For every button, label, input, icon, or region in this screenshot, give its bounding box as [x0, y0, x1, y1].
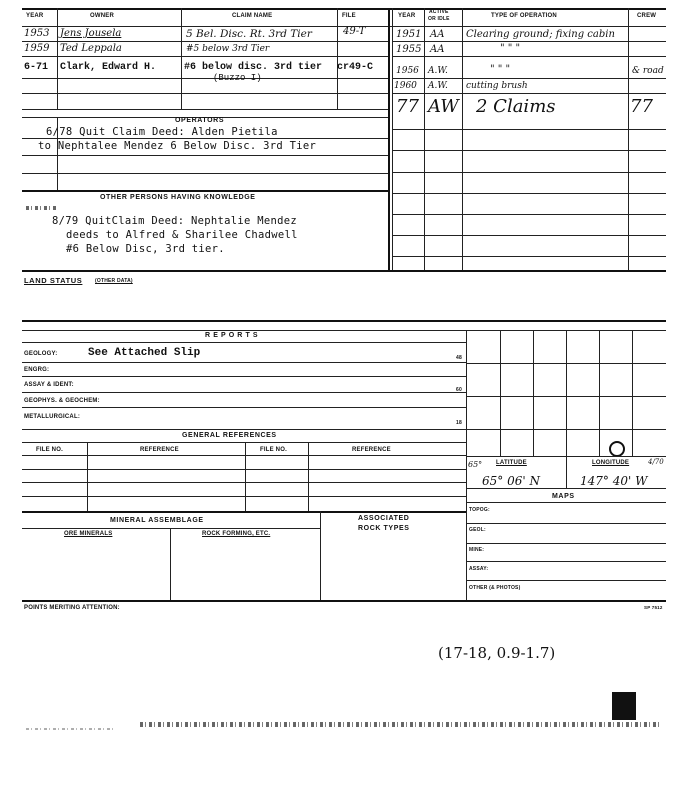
- ref-col-file-no-2: FILE NO.: [260, 447, 287, 453]
- row-line: [22, 407, 466, 408]
- maps-other: OTHER (& PHOTOS): [469, 585, 521, 591]
- row-line: [22, 56, 388, 57]
- reports-title: R E P O R T S: [205, 332, 259, 339]
- row-line: [22, 482, 466, 483]
- section-line: [22, 511, 466, 513]
- file-header: FILE: [342, 13, 356, 19]
- form-number: SP 7512: [644, 605, 663, 610]
- op-row-3-type: " " ": [490, 64, 511, 75]
- row-line: [466, 502, 666, 503]
- reports-num-60: 60: [456, 387, 462, 393]
- row-line: [22, 496, 466, 497]
- row-line: [22, 155, 388, 156]
- footer-line: [22, 600, 666, 602]
- owner-row-2-owner: Ted Leppala: [60, 43, 122, 54]
- row-line: [466, 523, 666, 524]
- general-references-title: GENERAL REFERENCES: [182, 432, 277, 439]
- row-line: [466, 561, 666, 562]
- location-marker-icon: [609, 441, 625, 457]
- row-line: [392, 56, 666, 57]
- deg-prefix: 65°: [468, 460, 483, 469]
- row-line: [22, 376, 466, 377]
- right-panel-border: [466, 330, 467, 600]
- op-row-5-status: AW: [428, 96, 459, 117]
- other-persons-line-2: deeds to Alfred & Sharilee Chadwell: [66, 229, 298, 241]
- other-persons-top-line: [22, 190, 388, 192]
- scan-blot: [612, 692, 636, 720]
- operators-label: OPERATORS: [175, 117, 225, 124]
- col-line: [170, 528, 171, 600]
- op-row-2-type: " " ": [500, 43, 521, 54]
- section-line: [22, 270, 666, 272]
- op-row-3-year: 1956: [396, 66, 419, 76]
- row-line: [466, 580, 666, 581]
- land-status-label: LAND STATUS: [24, 276, 83, 285]
- row-line: [22, 342, 466, 343]
- row-line: [392, 41, 666, 42]
- op-row-5-year: 77: [396, 96, 419, 117]
- engrg-label: ENGRG:: [24, 367, 50, 373]
- row-line: [22, 173, 388, 174]
- row-line: [392, 214, 666, 215]
- latitude-label: LATITUDE: [496, 460, 527, 466]
- mineral-assemblage-title: MINERAL ASSEMBLAGE: [110, 517, 204, 524]
- ref-col-reference-1: REFERENCE: [140, 447, 179, 453]
- grid-line: [599, 330, 600, 456]
- grid-line: [500, 330, 501, 456]
- longitude-note: 4/70: [648, 458, 664, 466]
- map-reference-note: (17-18, 0.9-1.7): [438, 644, 556, 662]
- owner-row-3-owner: Clark, Edward H.: [60, 62, 157, 73]
- grid-line: [466, 363, 666, 364]
- row-line: [22, 109, 388, 110]
- grid-line: [466, 429, 666, 430]
- col-line: [462, 8, 463, 270]
- grid-line: [566, 330, 567, 456]
- col-line: [245, 442, 246, 511]
- col-line: [628, 8, 629, 270]
- section-line: [22, 320, 666, 322]
- op-row-2-status: AA: [430, 44, 445, 55]
- row-line: [392, 172, 666, 173]
- row-line: [392, 150, 666, 151]
- top-border: [22, 8, 666, 10]
- op-row-3-status: A.W.: [428, 66, 448, 76]
- row-line: [22, 469, 466, 470]
- row-line: [392, 129, 666, 130]
- col-line: [87, 442, 88, 511]
- other-persons-line-1: 8/79 QuitClaim Deed: Nephtalie Mendez: [52, 215, 297, 227]
- owner-row-3-file: cr49-C: [337, 62, 374, 73]
- maps-title: MAPS: [552, 493, 575, 500]
- latitude-value: 65° 06' N: [482, 474, 540, 488]
- row-line: [392, 193, 666, 194]
- col-line: [308, 442, 309, 511]
- reports-top-line: [22, 330, 666, 331]
- geology-label: GEOLOGY:: [24, 351, 58, 357]
- owner-row-1-claim: 5 Bel. Disc. Rt. 3rd Tier: [186, 28, 312, 40]
- op-row-5-type: 2 Claims: [476, 96, 556, 117]
- other-persons-label: OTHER PERSONS HAVING KNOWLEDGE: [100, 194, 256, 201]
- operators-line-2: to Nephtalee Mendez 6 Below Disc. 3rd Tier: [38, 140, 317, 152]
- op-row-4-year: 1960: [394, 81, 417, 91]
- scan-speckle: [26, 206, 56, 210]
- op-row-1-type: Clearing ground; fixing cabin: [466, 29, 615, 40]
- row-line: [392, 78, 666, 79]
- row-line: [392, 256, 666, 257]
- ref-col-file-no-1: FILE NO.: [36, 447, 63, 453]
- op-row-2-year: 1955: [396, 44, 422, 55]
- maps-geol: GEOL:: [469, 527, 486, 533]
- rock-forming-label: ROCK FORMING, ETC.: [202, 531, 271, 537]
- geophys-label: GEOPHYS. & GEOCHEM:: [24, 398, 100, 404]
- row-line: [22, 455, 466, 456]
- col-line: [424, 8, 425, 270]
- grid-line: [533, 330, 534, 456]
- year2-header: YEAR: [398, 13, 416, 19]
- points-meriting-attention: POINTS MERITING ATTENTION:: [24, 605, 120, 611]
- land-status-sublabel: (OTHER DATA): [95, 278, 133, 284]
- op-row-3-crew: & road: [632, 66, 664, 76]
- maps-mine: MINE:: [469, 547, 485, 553]
- owner-row-3-claim: #6 below disc. 3rd tier: [184, 62, 323, 73]
- other-persons-line-3: #6 Below Disc, 3rd tier.: [66, 243, 225, 255]
- assay-ident-label: ASSAY & IDENT:: [24, 382, 74, 388]
- longitude-value: 147° 40' W: [580, 474, 648, 488]
- op-row-1-status: AA: [430, 29, 445, 40]
- owner-row-1-file: 49-T: [343, 26, 366, 37]
- longitude-label: LONGITUDE: [592, 460, 630, 466]
- owner-row-3-year: 6-71: [24, 62, 49, 73]
- section-divider: [392, 8, 393, 270]
- op-row-5-crew: 77: [630, 96, 653, 117]
- owner-row-1-owner: Jens Jousela: [60, 28, 122, 39]
- owner-row-2-claim: #5 below 3rd Tier: [186, 44, 270, 54]
- row-line: [22, 78, 388, 79]
- row-line: [392, 235, 666, 236]
- owner-row-4-claim: (Buzzo I): [213, 73, 262, 83]
- reports-num-48: 48: [456, 355, 462, 361]
- section-divider: [388, 8, 390, 270]
- reports-num-18: 18: [456, 420, 462, 426]
- grid-line: [632, 330, 633, 456]
- maps-assay: ASSAY:: [469, 566, 489, 572]
- row-line: [22, 442, 466, 443]
- active-header: ACTIVE: [429, 9, 449, 15]
- maps-topog: TOPOG:: [469, 507, 490, 513]
- year-header: YEAR: [26, 13, 44, 19]
- associated-label-2: ROCK TYPES: [358, 525, 410, 532]
- row-line: [22, 392, 466, 393]
- row-line: [392, 93, 666, 94]
- claim-name-header: CLAIM NAME: [232, 13, 273, 19]
- scan-noise-band: [26, 728, 116, 730]
- col-line: [57, 117, 58, 190]
- row-line: [22, 138, 388, 139]
- row-line: [22, 362, 466, 363]
- ref-col-reference-2: REFERENCE: [352, 447, 391, 453]
- scan-noise-band: [140, 722, 660, 727]
- type-of-operation-header: TYPE OF OPERATION: [491, 13, 557, 19]
- ore-minerals-label: ORE MINERALS: [64, 531, 113, 537]
- row-line: [466, 543, 666, 544]
- grid-line: [566, 456, 567, 488]
- row-line: [22, 429, 466, 430]
- crew-header: CREW: [637, 13, 657, 19]
- geology-value: See Attached Slip: [88, 347, 201, 359]
- op-row-4-type: cutting brush: [466, 81, 528, 91]
- associated-label-1: ASSOCIATED: [358, 515, 410, 522]
- op-row-4-status: A.W.: [428, 81, 448, 91]
- owner-row-1-year: 1953: [24, 28, 50, 39]
- or-idle-header: OR IDLE: [428, 16, 450, 22]
- grid-line: [466, 488, 666, 489]
- owner-row-2-year: 1959: [24, 43, 50, 54]
- op-row-1-year: 1951: [396, 29, 422, 40]
- row-line: [22, 528, 320, 529]
- row-line: [22, 41, 388, 42]
- col-line: [320, 511, 321, 600]
- owner-header: OWNER: [90, 13, 114, 19]
- grid-line: [466, 396, 666, 397]
- operators-line-1: 6/78 Quit Claim Deed: Alden Pietila: [46, 126, 278, 138]
- metallurgical-label: METALLURGICAL:: [24, 414, 81, 420]
- row-line: [22, 93, 388, 94]
